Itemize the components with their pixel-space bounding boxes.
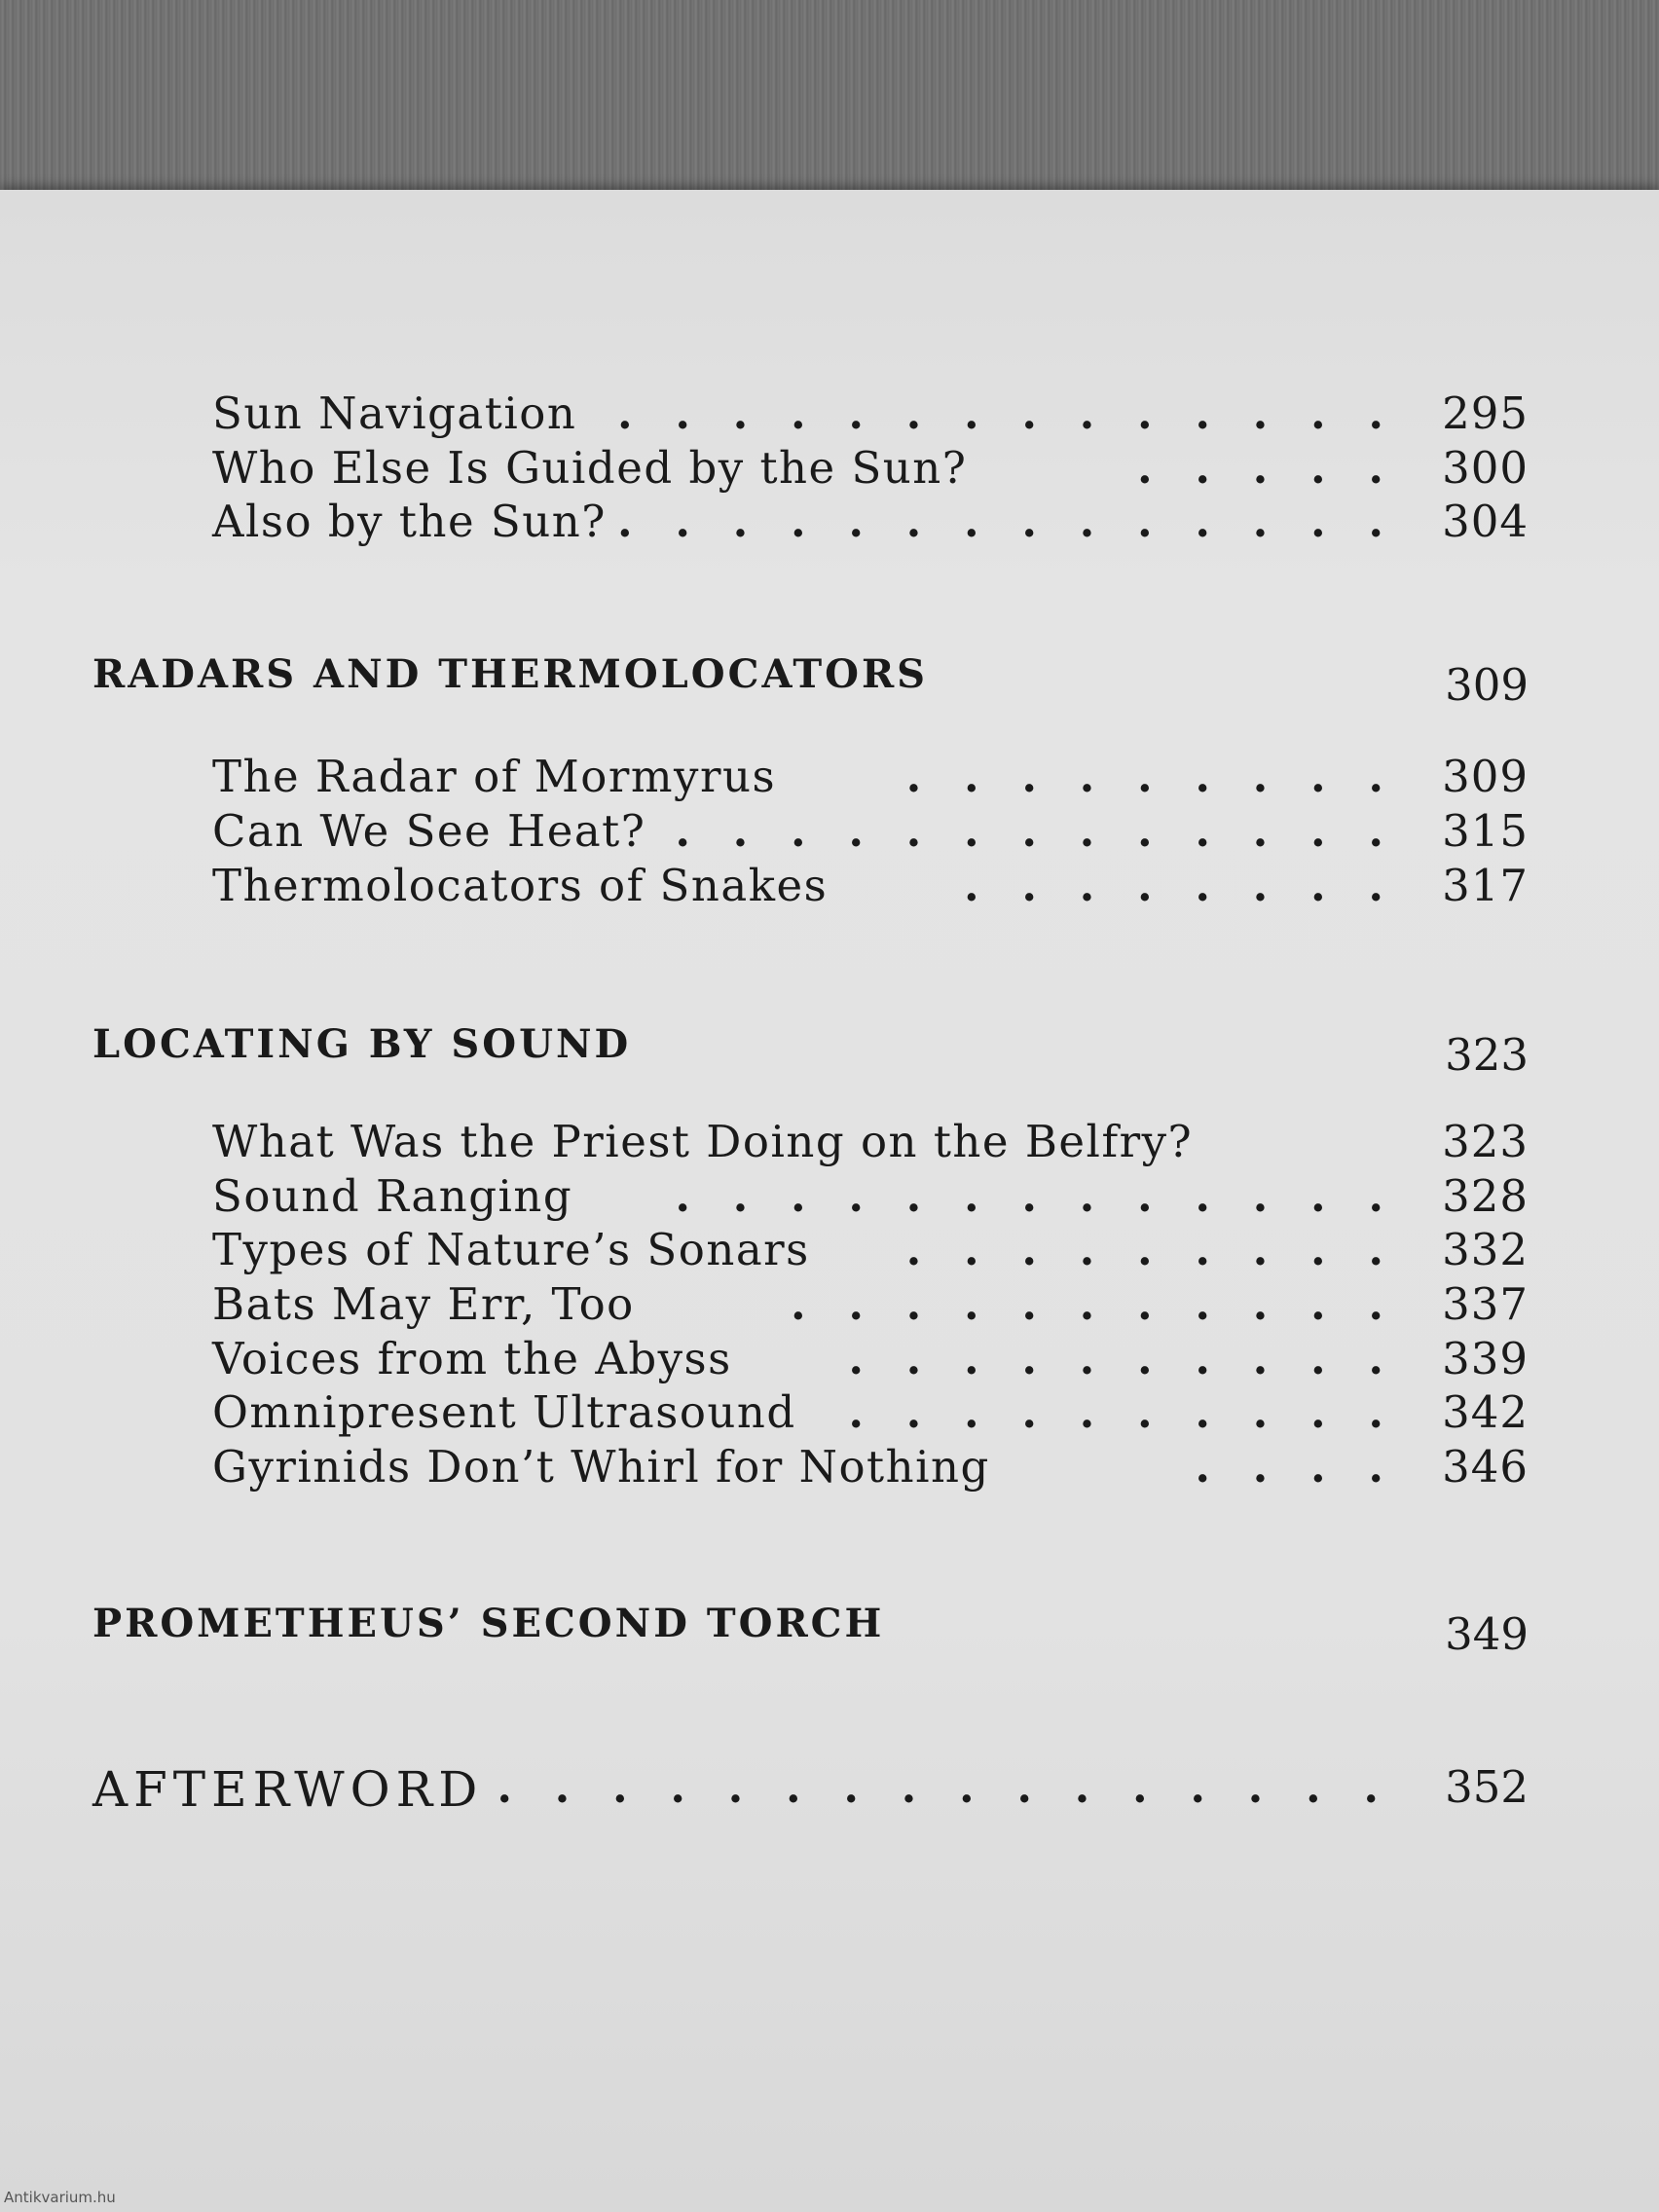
- leader-dots: . . . . . . . . . .: [848, 1386, 1397, 1438]
- entry-title: Omnipresent Ultrasound: [212, 1386, 796, 1438]
- entry-page-number: 304: [1442, 496, 1529, 547]
- leader-dots: . . . . . . . . . . . . . .: [617, 496, 1397, 547]
- background-surface: [0, 0, 1659, 200]
- toc-section-radars: [92, 651, 1529, 714]
- section-title: AFTERWORD: [92, 1761, 484, 1818]
- entry-page-number: 346: [1442, 1441, 1529, 1493]
- section-title: LOCATING BY SOUND: [92, 1021, 632, 1067]
- toc-entry-bats-err: [212, 1278, 1529, 1337]
- entry-page-number: 339: [1442, 1333, 1529, 1384]
- leader-dots: . . . . . . . . . . . . .: [675, 1170, 1397, 1222]
- entry-title: The Radar of Mormyrus: [212, 751, 777, 802]
- leader-dots: . . . . . . . . . . . . .: [675, 805, 1397, 857]
- toc-entry-who-else-guided: [212, 442, 1529, 500]
- toc-entry-thermolocators-snakes: [212, 860, 1529, 918]
- entry-page-number: 328: [1442, 1170, 1529, 1222]
- entry-title: Thermolocators of Snakes: [212, 860, 829, 911]
- toc-entry-nature-sonars: [212, 1224, 1529, 1282]
- toc-entry-also-by-sun: [212, 496, 1529, 554]
- entry-title: Bats May Err, Too: [212, 1278, 635, 1330]
- toc-section-prometheus: [92, 1601, 1529, 1663]
- book-page: [0, 190, 1659, 2212]
- entry-page-number: 295: [1442, 387, 1529, 439]
- section-page-number: 349: [1445, 1608, 1529, 1660]
- section-title: RADARS AND THERMOLOCATORS: [92, 651, 929, 697]
- entry-page-number: 342: [1442, 1386, 1529, 1438]
- entry-title: Sun Navigation: [212, 387, 577, 439]
- entry-page-number: 300: [1442, 442, 1529, 494]
- entry-title: Types of Nature’s Sonars: [212, 1224, 810, 1275]
- toc-entry-sound-ranging: [212, 1170, 1529, 1229]
- leader-dots: . . . . . . . . .: [905, 751, 1397, 802]
- leader-dots: . . . . . . . . . .: [848, 1333, 1397, 1384]
- entry-page-number: 315: [1442, 805, 1529, 857]
- entry-title: Who Else Is Guided by the Sun?: [212, 442, 968, 494]
- section-title: PROMETHEUS’ SECOND TORCH: [92, 1601, 885, 1646]
- leader-dots: . . . . . . . . .: [905, 1224, 1397, 1275]
- leader-dots: . . . . .: [1137, 442, 1397, 494]
- entry-page-number: 309: [1442, 751, 1529, 802]
- leader-dots: . . . . . . . . . . . . . .: [617, 387, 1397, 439]
- leader-dots: . . . . . . . . . . . . . . . .: [497, 1761, 1392, 1813]
- toc-section-afterword: [92, 1761, 1529, 1824]
- toc-entry-sun-navigation: [212, 387, 1529, 446]
- toc-entry-priest-belfry: [212, 1116, 1529, 1174]
- entry-page-number: 317: [1442, 860, 1529, 911]
- section-page-number: 323: [1445, 1029, 1529, 1081]
- leader-dots: . . . .: [1195, 1441, 1397, 1493]
- entry-title: Voices from the Abyss: [212, 1333, 732, 1384]
- section-page-number: 352: [1445, 1761, 1529, 1813]
- entry-title: Also by the Sun?: [212, 496, 607, 547]
- toc-entry-omnipresent-ultrasound: [212, 1386, 1529, 1445]
- leader-dots: . . . . . . . . . . .: [791, 1278, 1397, 1330]
- toc-entry-radar-mormyrus: [212, 751, 1529, 809]
- entry-title: Can We See Heat?: [212, 805, 646, 857]
- entry-title: What Was the Priest Doing on the Belfry?: [212, 1116, 1194, 1167]
- toc-entry-see-heat: [212, 805, 1529, 864]
- entry-title: Gyrinids Don’t Whirl for Nothing: [212, 1441, 990, 1493]
- leader-dots: . . . . . . . .: [964, 860, 1397, 911]
- toc-section-locating-by-sound: [92, 1021, 1529, 1084]
- entry-title: Sound Ranging: [212, 1170, 573, 1222]
- entry-page-number: 323: [1442, 1116, 1529, 1167]
- section-page-number: 309: [1445, 659, 1529, 711]
- watermark-text: Antikvarium.hu: [4, 2189, 116, 2206]
- toc-entry-voices-abyss: [212, 1333, 1529, 1391]
- entry-page-number: 337: [1442, 1278, 1529, 1330]
- toc-entry-gyrinids: [212, 1441, 1529, 1499]
- entry-page-number: 332: [1442, 1224, 1529, 1275]
